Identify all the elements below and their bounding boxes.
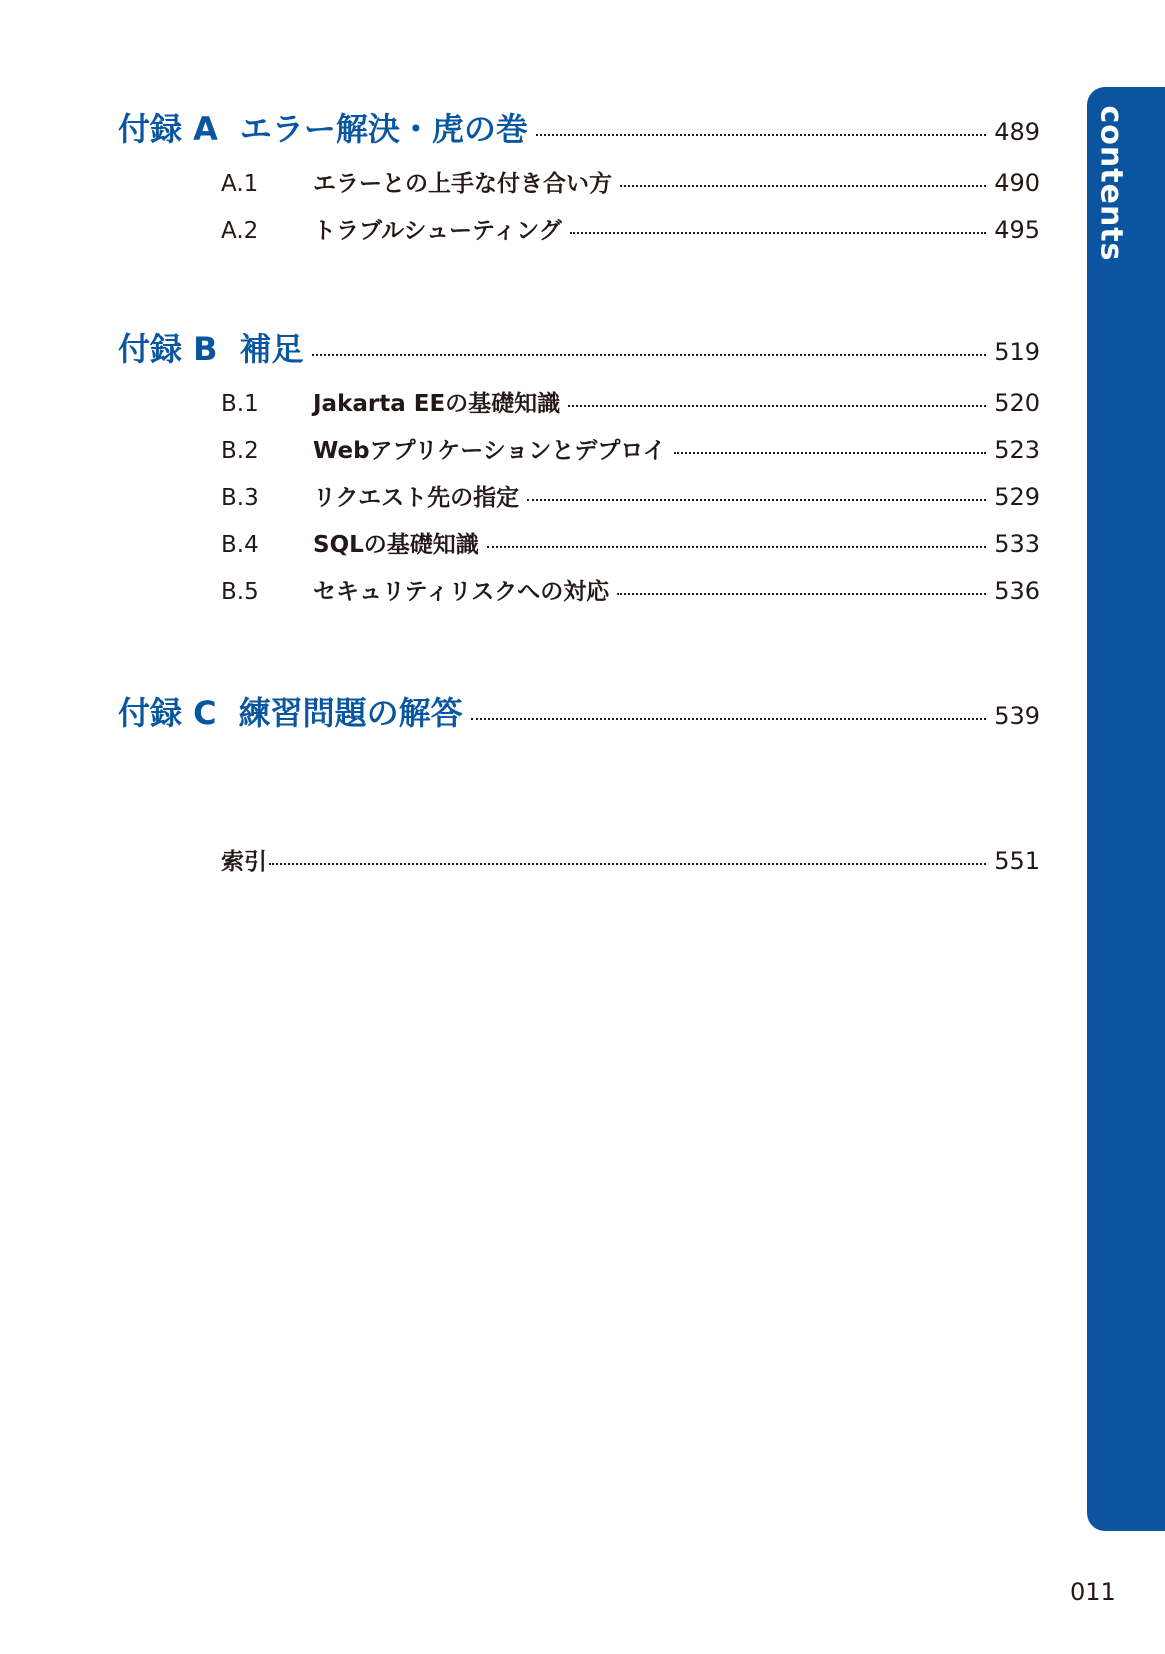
section-number: B.3 xyxy=(221,485,259,511)
section-number: A.2 xyxy=(221,218,259,244)
chapter-title: 練習問題の解答 xyxy=(238,694,463,732)
chapter-title: エラー解決・虎の巻 xyxy=(239,110,528,148)
toc-section-a1[interactable] xyxy=(221,165,1040,198)
page-number: 490 xyxy=(994,169,1040,197)
toc-section-b2[interactable] xyxy=(221,432,1040,465)
section-title: セキュリティリスクへの対応 xyxy=(313,579,610,605)
leader-dots xyxy=(674,452,987,454)
chapter-label: 付録 A xyxy=(118,110,218,148)
toc-chapter-a[interactable] xyxy=(118,104,1040,150)
section-title: エラーとの上手な付き合い方 xyxy=(313,171,612,197)
leader-dots xyxy=(471,718,987,720)
contents-side-tab-label: contents xyxy=(1093,105,1129,261)
section-title: トラブルシューティング xyxy=(313,218,562,244)
section-number: B.5 xyxy=(221,579,259,605)
page-number: 539 xyxy=(994,702,1040,730)
toc-section-b1[interactable] xyxy=(221,385,1040,418)
page-number: 495 xyxy=(994,216,1040,244)
leader-dots xyxy=(620,185,986,187)
toc-index[interactable] xyxy=(221,843,1040,876)
section-title: リクエスト先の指定 xyxy=(313,485,520,511)
page-number: 523 xyxy=(994,436,1040,464)
page-number: 533 xyxy=(994,530,1040,558)
toc-chapter-b[interactable] xyxy=(118,324,1040,370)
leader-dots xyxy=(487,546,986,548)
chapter-title: 補足 xyxy=(239,330,304,368)
page-number: 519 xyxy=(994,338,1040,366)
index-title: 索引 xyxy=(221,849,267,875)
toc-section-b3[interactable] xyxy=(221,479,1040,512)
page-number: 520 xyxy=(994,389,1040,417)
page-number: 529 xyxy=(994,483,1040,511)
page-number: 551 xyxy=(994,847,1040,875)
section-title: Jakarta EEの基礎知識 xyxy=(313,391,561,417)
section-number: B.4 xyxy=(221,532,259,558)
section-title: Webアプリケーションとデプロイ xyxy=(313,438,666,464)
leader-dots xyxy=(570,232,986,234)
toc-section-b5[interactable] xyxy=(221,573,1040,606)
contents-side-tab-label-wrap xyxy=(1085,105,1137,261)
page-number: 489 xyxy=(994,118,1040,146)
chapter-label: 付録 C xyxy=(118,694,217,732)
leader-dots xyxy=(312,354,987,356)
leader-dots xyxy=(536,134,986,136)
toc-section-b4[interactable] xyxy=(221,526,1040,559)
toc-section-a2[interactable] xyxy=(221,212,1040,245)
section-number: B.2 xyxy=(221,438,259,464)
page-number: 536 xyxy=(994,577,1040,605)
section-number: B.1 xyxy=(221,391,259,417)
leader-dots xyxy=(269,863,986,865)
leader-dots xyxy=(568,405,986,407)
contents-side-tab xyxy=(1087,87,1165,1531)
toc-chapter-c[interactable] xyxy=(118,688,1040,734)
leader-dots xyxy=(617,593,986,595)
folio-page-number: 011 xyxy=(1070,1578,1116,1606)
section-number: A.1 xyxy=(221,171,259,197)
chapter-label: 付録 B xyxy=(118,330,218,368)
section-title: SQLの基礎知識 xyxy=(313,532,479,558)
leader-dots xyxy=(527,499,986,501)
